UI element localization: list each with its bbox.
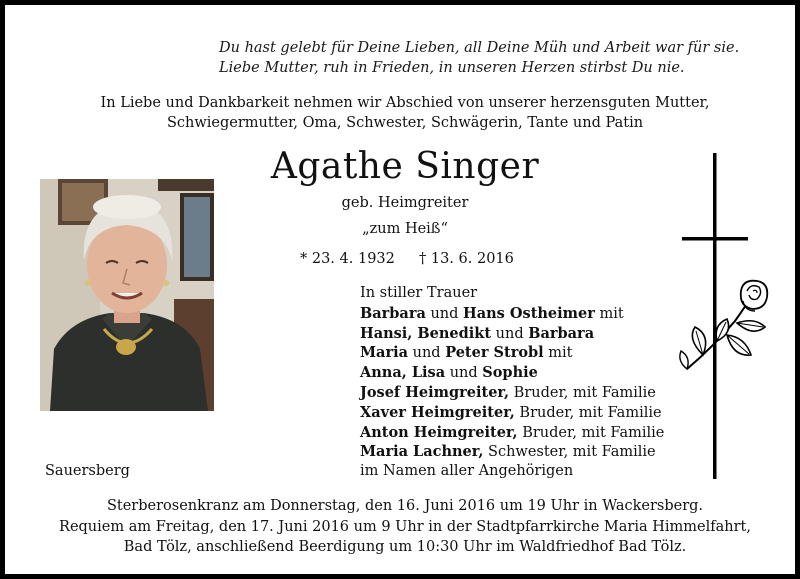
rose-icon (673, 277, 773, 377)
intro-line-1: In Liebe und Dankbarkeit nehmen wir Abschied von unserer herzensguten Mutter, (100, 95, 710, 111)
mourner-name: Barbara (528, 324, 595, 342)
mourner-text: Schwester, mit Familie (483, 444, 656, 461)
mourners-list (360, 284, 680, 482)
mourner-line (360, 423, 680, 443)
mourner-line (360, 462, 680, 482)
quote-line-1: Du hast gelebt für Deine Lieben, all Deine Müh und Arbeit war für sie. (219, 40, 740, 56)
mourner-line (360, 442, 680, 462)
mourner-text: und (491, 325, 529, 342)
mourner-name: Anton Heimgreiter, (360, 423, 518, 441)
mourner-line (360, 363, 680, 383)
nickname: „zum Heiß“ (362, 221, 448, 237)
mourner-name: Sophie (482, 364, 538, 382)
intro-line-2: Schwiegermutter, Oma, Schwester, Schwägerin, Tante und Patin (166, 115, 644, 131)
death-date: † 13. 6. 2016 (419, 251, 514, 267)
rosary-notice: Sterberosenkranz am Donnerstag, den 16. Juni 2016 um 19 Uhr in Wackersberg. (106, 498, 704, 514)
mourner-lines (360, 304, 680, 482)
mourner-text: und (425, 305, 464, 322)
memorial-quote (219, 38, 779, 78)
birth-name: geb. Heimgreiter (341, 195, 469, 211)
funeral-details (25, 496, 785, 558)
mourner-name: Anna, Lisa (360, 364, 446, 382)
mourners-heading: In stiller Trauer (360, 285, 478, 301)
mourner-name: Hansi, Benedikt (360, 324, 492, 342)
mourner-line (360, 304, 680, 324)
mourner-text: Bruder, mit Familie (514, 404, 662, 421)
mourner-line (360, 383, 680, 403)
portrait-photo (40, 179, 214, 411)
mourner-text: Bruder, mit Familie (517, 424, 665, 441)
mourner-name: Maria Lachner, (360, 443, 484, 461)
mourner-text: und (408, 345, 446, 362)
mourner-text: Bruder, mit Familie (509, 384, 656, 401)
mourner-text: im Namen aller Angehörigen (360, 463, 574, 480)
mourner-line (360, 403, 680, 423)
mourner-line (360, 343, 680, 363)
place-of-residence: Sauersberg (45, 463, 130, 479)
mourner-name: Xaver Heimgreiter, (360, 403, 515, 421)
mourner-name: Hans Ostheimer (463, 304, 595, 322)
mourner-name: Barbara (360, 304, 426, 322)
mourner-text: mit (594, 305, 624, 322)
portrait-illustration (40, 179, 214, 411)
requiem-notice: Requiem am Freitag, den 17. Juni 2016 um 9 Uhr in der Stadtpfarrkirche Maria Himmelfahrt, (59, 518, 751, 535)
deceased-name: Agathe Singer (270, 146, 540, 187)
mourner-line (360, 324, 680, 344)
mourner-text: mit (543, 345, 573, 362)
mourner-name: Josef Heimgreiter, (360, 383, 510, 401)
mourner-name: Peter Strobl (445, 344, 544, 362)
birth-date: * 23. 4. 1932 (300, 251, 395, 267)
quote-line-2: Liebe Mutter, ruh in Frieden, in unseren Herzen stirbst Du nie. (219, 60, 685, 76)
mourner-name: Maria (360, 344, 408, 362)
burial-notice: Bad Tölz, anschließend Beerdigung um 10:30 Uhr im Waldfriedhof Bad Tölz. (123, 539, 687, 555)
farewell-intro (45, 93, 765, 133)
mourner-text: und (445, 365, 483, 382)
